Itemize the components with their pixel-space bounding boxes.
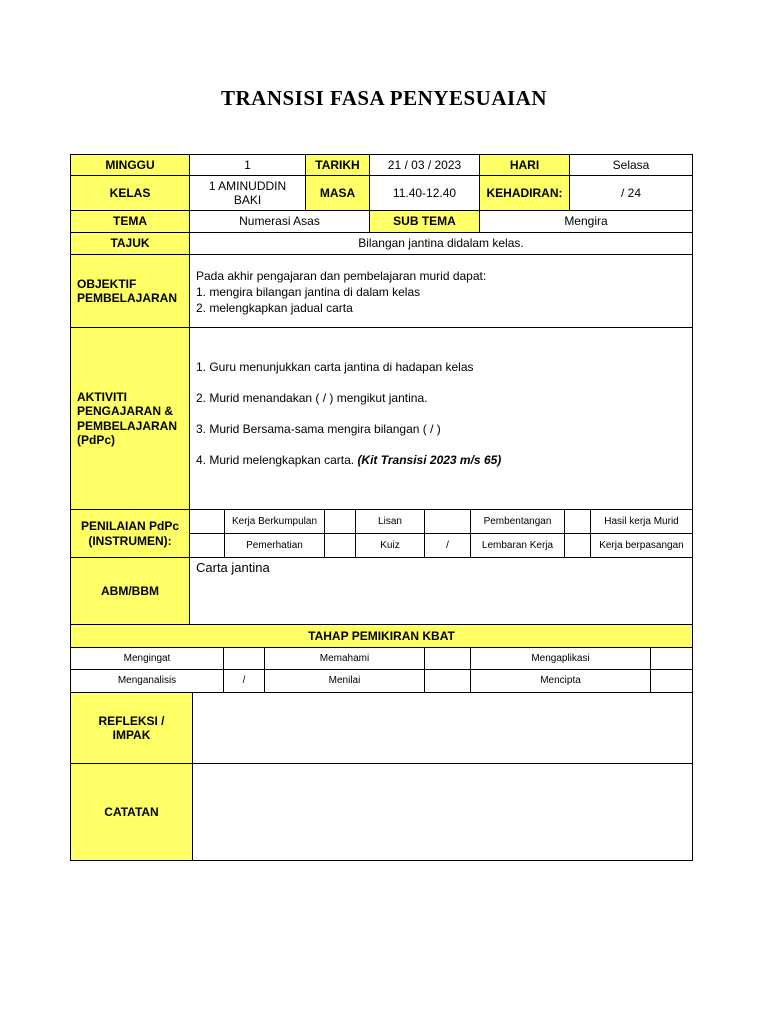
kbat-option: Memahami [264,647,425,670]
penilaian-option: Kerja Berkumpulan [224,509,325,534]
lesson-plan-form [70,154,693,861]
kehadiran-value[interactable]: / 24 [569,175,693,211]
penilaian-option: Kuiz [355,533,425,558]
penilaian-label [70,509,190,558]
tajuk-value[interactable]: Bilangan jantina didalam kelas. [189,232,693,255]
penilaian-option: Hasil kerja Murid [590,509,693,534]
catatan-label: CATATAN [70,763,193,861]
penilaian-option: Lembaran Kerja [470,533,565,558]
kbat-option: Mengingat [70,647,224,670]
kbat-header: TAHAP PEMIKIRAN KBAT [70,624,693,648]
penilaian-option: Pembentangan [470,509,565,534]
objektif-content[interactable] [189,254,693,328]
penilaian-option: Pemerhatian [224,533,325,558]
masa-label: MASA [305,175,370,211]
objektif-label-line-1: OBJEKTIF [77,276,137,291]
refleksi-label [70,692,193,764]
page-title: TRANSISI FASA PENYESUAIAN [220,86,547,110]
aktiviti-item-4-text: 4. Murid melengkapkan carta. [196,453,355,467]
kbat-checkbox[interactable] [424,647,471,670]
objektif-item: 1. mengira bilangan jantina di dalam kelas [196,285,421,299]
abm-label: ABM/BBM [70,557,190,625]
tajuk-label: TAJUK [70,232,190,255]
kbat-option: Menganalisis [70,669,224,693]
abm-value[interactable]: Carta jantina [189,557,693,625]
penilaian-checkbox[interactable] [564,533,591,558]
aktiviti-label-line-4: (PdPc) [77,432,116,447]
objektif-item: 2. melengkapkan jadual carta [196,301,353,315]
objektif-intro: Pada akhir pengajaran dan pembelajaran murid dapat: [196,269,487,283]
penilaian-option: Lisan [355,509,425,534]
penilaian-label-line-2: (INSTRUMEN): [88,533,172,548]
tarikh-label: TARIKH [305,154,370,176]
refleksi-label-line-1: REFLEKSI / [98,713,165,728]
minggu-value[interactable]: 1 [189,154,306,176]
minggu-label: MINGGU [70,154,190,176]
hari-value[interactable]: Selasa [569,154,693,176]
kbat-option: Mencipta [470,669,651,693]
kbat-checkbox[interactable] [650,647,693,670]
masa-value[interactable]: 11.40-12.40 [369,175,480,211]
aktiviti-item-4 [196,452,501,468]
penilaian-option: Kerja berpasangan [590,533,693,558]
tema-label: TEMA [70,210,190,233]
kbat-option: Menilai [264,669,425,693]
sub-tema-label: SUB TEMA [369,210,480,233]
aktiviti-label-line-2: PENGAJARAN & [77,404,174,419]
objektif-label [70,254,190,328]
aktiviti-content[interactable] [189,327,693,510]
aktiviti-item: 2. Murid menandakan ( / ) mengikut jantina. [196,391,428,405]
kelas-value[interactable] [189,175,306,211]
refleksi-label-line-2: IMPAK [112,728,151,742]
penilaian-checkbox[interactable] [189,509,225,534]
kehadiran-label: KEHADIRAN: [479,175,570,211]
aktiviti-label-line-1: AKTIVITI [77,389,127,404]
refleksi-value[interactable] [192,692,693,764]
penilaian-checkbox[interactable] [424,509,471,534]
kbat-option: Mengaplikasi [470,647,651,670]
kelas-value-line-2: BAKI [233,193,262,207]
kbat-checkbox[interactable] [424,669,471,693]
penilaian-checkbox[interactable] [564,509,591,534]
kbat-checkbox[interactable] [650,669,693,693]
hari-label: HARI [479,154,570,176]
penilaian-checkbox[interactable] [324,533,356,558]
catatan-value[interactable] [192,763,693,861]
aktiviti-item-4-note: (Kit Transisi 2023 m/s 65) [357,453,502,467]
kelas-label: KELAS [70,175,190,211]
tema-value[interactable]: Numerasi Asas [189,210,370,233]
penilaian-checkbox[interactable] [324,509,356,534]
kbat-checkbox[interactable]: / [223,669,265,693]
sub-tema-value[interactable]: Mengira [479,210,693,233]
kelas-value-line-1: 1 AMINUDDIN [208,178,287,193]
objektif-label-line-2: PEMBELAJARAN [77,291,178,305]
penilaian-checkbox[interactable] [189,533,225,558]
penilaian-label-line-1: PENILAIAN PdPc [80,519,179,534]
penilaian-checkbox[interactable]: / [424,533,471,558]
tarikh-value[interactable]: 21 / 03 / 2023 [369,154,480,176]
aktiviti-label [70,327,190,510]
aktiviti-item: 3. Murid Bersama-sama mengira bilangan ( / ) [196,422,441,436]
kbat-checkbox[interactable] [223,647,265,670]
aktiviti-item: 1. Guru menunjukkan carta jantina di hadapan kelas [196,360,474,374]
aktiviti-label-line-3: PEMBELAJARAN [77,418,178,433]
